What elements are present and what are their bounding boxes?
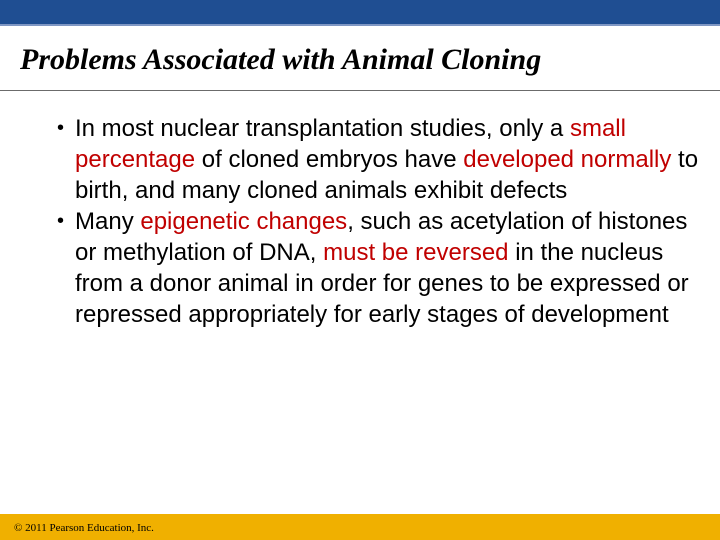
slide-title: Problems Associated with Animal Cloning	[20, 43, 542, 76]
bullet-list	[57, 113, 707, 330]
title-divider	[0, 90, 720, 91]
header-accent-line	[0, 24, 720, 26]
bullet-text: , such as acetylation of histones or methylation of DNA,	[75, 208, 688, 266]
copyright-notice: © 2011 Pearson Education, Inc.	[14, 522, 154, 534]
bullet-marker: •	[57, 117, 65, 139]
highlight-text: developed normally	[463, 146, 672, 173]
bullet-text: Many	[75, 208, 141, 235]
highlight-text: must be reversed	[323, 239, 509, 266]
bullet-marker: •	[57, 210, 65, 232]
bullet-item	[57, 206, 707, 330]
footer-bar	[0, 514, 720, 540]
header-bar	[0, 0, 720, 24]
bullet-text: in the nucleus from a donor animal in order for genes to be expressed or repressed appropriately for early stages of development	[75, 239, 689, 328]
highlight-text: epigenetic changes	[140, 208, 348, 235]
bullet-text: In most nuclear transplantation studies, only a	[75, 115, 570, 142]
highlight-text: small percentage	[75, 115, 626, 173]
bullet-item	[57, 113, 707, 206]
bullet-text: to birth, and many cloned animals exhibit defects	[75, 146, 699, 204]
bullet-text: of cloned embryos have	[195, 146, 464, 173]
